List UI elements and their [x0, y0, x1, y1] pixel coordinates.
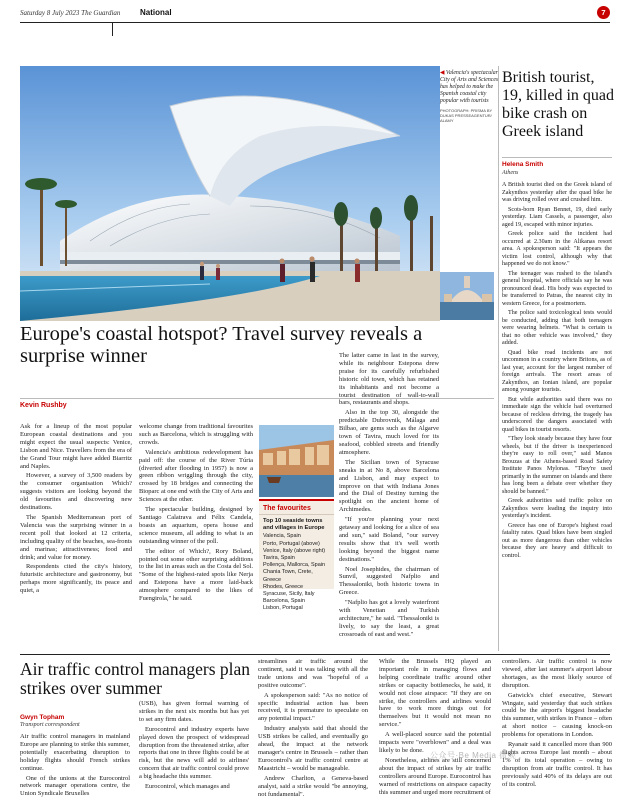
- list-item: Valencia, Spain: [263, 533, 301, 540]
- paragraph: The latter came in last in the survey, while its neighbour Estepona drew praise for its carefully refurbished historic old town, which has retained its inhabitants and not become a tourist destination of wall-to-wall bars, restaurants and shops.: [339, 352, 439, 407]
- porto-illustration: [259, 425, 334, 497]
- venice-photo: [440, 272, 494, 320]
- paragraph: While the Brussels HQ played an important role in managing flows and helping coordinate traffic around other strikes or capacity bottlenecks, he said, it would not close airspace: "If they are on strike, the controllers and airlines would have to work more things out for themselves but it would not mean no service.": [379, 658, 491, 729]
- paragraph: "They look steady because they have four wheels, but if the driver is inexperienced they're easy to roll over," said Manos Brouzas at the Athens-based Road Safety Institute Panos Mylonas. "They're used primarily in the summer on islands and there has long been a debate over whether they should be banned.": [502, 436, 612, 495]
- paragraph: The editor of Which?, Rory Boland, pointed out some other surprising additions to the list in areas such as the Costa del Sol. "Some of the highest-rated spots like Nerja and Estepona have a more laid-back atmosphere compared to the likes of Fuengirola," he said.: [139, 547, 253, 603]
- caption-arrow-icon: ◀: [440, 70, 445, 76]
- paragraph: Respondents cited the city's history, futuristic architecture and gastronomy, but perhaps more significantly, its peace and quiet, a: [20, 563, 132, 595]
- list-item: Barcelona, Spain: [263, 598, 305, 605]
- venice-illustration: [440, 272, 494, 320]
- paragraph: Greek authorities said traffic police on Zakynthos were leading the inquiry into yesterday's incident.: [502, 498, 612, 519]
- header-rule: [20, 22, 610, 23]
- valencia-photo: [20, 66, 494, 321]
- list-item: Rhodes, Greece: [263, 583, 304, 590]
- main-col-2: [139, 423, 253, 605]
- paragraph: Also in the top 30, alongside the predictable Dubrovnik, Málaga and Bilbao, are gems such as the Algarve town of Tavira, much loved for its seafood, cobbled streets and friendly atmosphere.: [339, 409, 439, 456]
- paragraph: welcome change from traditional favourites such as Barcelona, which is struggling with crowds.: [139, 423, 253, 446]
- page-header: [20, 6, 610, 20]
- bottom-col-5: [502, 658, 612, 788]
- paragraph: Nonetheless, airlines are still concerned about the impact of strikes by air traffic controllers around Europe. Eurocontrol has warned of restrictions on airspace capacity this summer and urged more recruitment of: [379, 756, 491, 796]
- right-byline-rule: [502, 157, 612, 158]
- caption-text: Valencia's spectacular City of Arts and Sciences has helped to make the Spanish coastal city popular with tourists: [440, 70, 499, 104]
- right-story-body: [502, 182, 612, 562]
- issue-date: Saturday 8 July 2023 The Guardian: [20, 9, 121, 17]
- paragraph: Ask for a lineup of the most popular European coastal destinations and you might expect the usual suspects: Venice, Lisbon and Nice. Travellers from the era of the Grand Tour might have added Biarritz and Naples.: [20, 423, 132, 470]
- paragraph: However, a survey of 3,500 readers by the consumer organisation Which? suggests visitors are looking beyond the old favourites and discovering new destinations.: [20, 472, 132, 512]
- paragraph: Valencia's ambitious redevelopment has paid off: the course of the River Túria (diverted after flooding in 1957) is now a green ribbon wriggling through the city, crossed by 18 bridges and connecting the Bioparc at one end with the City of Arts and Sciences at the other.: [139, 448, 253, 504]
- watermark: 公众号·Be Media 微观: [430, 751, 517, 760]
- right-headline: British tourist, 19, killed in quad bike crash on Greek island: [502, 69, 614, 140]
- paragraph: Andrew Charlton, a Geneva-based analyst, said a strike would "be annoying, not fundamental".: [258, 774, 368, 798]
- paragraph: "If you're planning your next getaway and looking for a slice of sea and sun," said Boland, "our survey results show that it's well worth looking beyond the biggest name destinations.": [339, 516, 439, 563]
- paragraph: But while authorities said there was no immediate sign the vehicle had overturned because of reckless driving, the tragedy has underscored the dangers associated with quad bikes in tourist resorts.: [502, 396, 612, 433]
- favourites-title: The favourites: [259, 501, 334, 515]
- list-item: Porto, Portugal (above): [263, 540, 320, 547]
- paragraph: The Spanish Mediterranean port of Valencia was the surprising winner in a recent poll that looked at 12 criteria, including quality of the beaches, sea-fronts and marinas; attractiveness; food and drink; and value for money.: [20, 513, 132, 561]
- bottom-role: Transport correspondent: [20, 722, 80, 728]
- list-item: Pollença, Mallorca, Spain: [263, 562, 326, 569]
- photo-caption: [440, 70, 500, 123]
- paragraph: Air traffic control managers in mainland Europe are planning to strike this summer, potentially exacerbating disruption to holiday flights should French strikes continue.: [20, 733, 130, 772]
- paragraph: Scots-born Ryan Bennet, 19, died early yesterday. Liam Cassels, a passenger, also aged 19, escaped with minor injuries.: [502, 206, 612, 228]
- bottom-story-rule: [20, 654, 610, 655]
- favourites-heading: Top 10 seaside towns and villages in Europe: [263, 518, 325, 532]
- paragraph: One of the unions at the Eurocontrol network manager operations centre, the Union Syndicale Bruxelles: [20, 774, 130, 798]
- paragraph: (USB), has given formal warning of strikes in the next six months but has yet to set any firm dates.: [139, 700, 249, 723]
- paragraph: The Sicilian town of Syracuse sneaks in at No 8, above Barcelona and Lisbon, and may expect to improve on that with Indiana Jones and the Dial of Destiny turning the spotlight on the ancient home of Archimedes.: [339, 458, 439, 514]
- photo-credit: PHOTOGRAPH: PRISMA BY DUKAS PRESSEAGENTUR/ ALAMY: [440, 108, 493, 123]
- paragraph: Greek police said the incident had occurred at 2.30am in the Alikanas resort area. A spokesperson said: "It appears the victim lost control, although why that happened we do not know.": [502, 231, 612, 267]
- paragraph: The teenager was rushed to the island's general hospital, where officials say he was pronounced dead. His body was expected to be transferred to Patras, the nearest city in western Greece, for a postmortem.: [502, 270, 612, 307]
- favourites-list: [259, 515, 334, 616]
- paragraph: A British tourist died on the Greek island of Zakynthos yesterday after the quad bike he was driving rolled over and crushed him.: [502, 182, 612, 203]
- bottom-headline: Air traffic control managers plan strikes over summer: [20, 659, 251, 698]
- paragraph: "Nafplio has got a lovely waterfront with Venetian and Turkish architecture," he said. "Thessaloniki is lively, to say the least, a great crossroads of east and west.": [339, 599, 439, 638]
- section-label: National: [140, 8, 172, 17]
- paragraph: The spectacular building, designed by Santiago Calatrava and Félix Candela, boasts an aquarium, opera house and science museum, all adding to what is an outstanding winner of the poll.: [139, 506, 253, 545]
- main-byline: Kevin Rushby: [20, 402, 67, 409]
- paragraph: Quad bike road incidents are not uncommon in a country where Britons, as of last year, account for the largest number of foreign arrivals. The resort areas of Zakynthos, an Ionian island, are popular among younger tourists.: [502, 349, 612, 393]
- porto-photo: [259, 425, 334, 497]
- list-item: Syracuse, Sicily, Italy: [263, 591, 315, 598]
- bottom-byline: Gwyn Topham: [20, 714, 65, 721]
- list-item: Lisbon, Portugal: [263, 605, 303, 612]
- bottom-col-2: [139, 700, 249, 791]
- favourites-box: [259, 499, 334, 612]
- right-byline: Helena Smith: [502, 161, 544, 168]
- paragraph: Eurocontrol and industry experts have played down the prospect of widespread disruption from the threatened strike, after reports that one in three flights could be at risk, but the news will add to airlines' concern that air traffic control could prove a big headache this summer.: [139, 725, 249, 781]
- paragraph: A well-placed source said the potential impacts were "overblown" and a deal was likely to be done.: [379, 731, 491, 754]
- paragraph: Eurocontrol, which manages and: [145, 783, 230, 791]
- main-col-1: [20, 423, 132, 597]
- paragraph: streamlines air traffic around the continent, said it was talking with all the trade unions and was "hopeful of a positive outcome".: [258, 658, 368, 689]
- paragraph: Noel Josephides, the chairman of Sunvil, suggested Nafplio and Thessaloniki, both historic towns in Greece.: [339, 565, 439, 597]
- bottom-col-3: [258, 658, 368, 798]
- list-item: Venice, Italy (above right): [263, 547, 326, 554]
- right-location: Athens: [502, 170, 519, 176]
- column-separator: [498, 66, 499, 651]
- bottom-col-1: [20, 733, 130, 798]
- paragraph: A spokesperson said: "As no notice of specific industrial action has been received, it is premature to speculate on any potential impact.": [258, 691, 368, 723]
- paragraph: Ryanair said it cancelled more than 900 flights across Europe last month – about 1% of its total operation – owing to disruption from air traffic control. It has previously said 40% of its delays are out of its control.: [502, 741, 612, 788]
- paragraph: Greece has one of Europe's highest road fatality rates. Quad bikes have been singled out as more dangerous than other vehicles because they are heavy and difficult to control.: [502, 522, 612, 559]
- paragraph: controllers. Air traffic control is now viewed, after last summer's airport labour shortages, as the most likely source of disruption.: [502, 658, 612, 689]
- paragraph: Industry analysts said that should the USB strikes be called, and eventually go ahead, the impact at the network manager's centre in Brussels – rather than Eurocontrol's air traffic control centre at Maastricht – would be manageable.: [258, 725, 368, 772]
- list-item: Tavira, Spain: [263, 555, 295, 562]
- header-divider: [112, 22, 113, 36]
- main-col-3: [339, 352, 439, 641]
- paragraph: Gatwick's chief executive, Stewart Wingate, said yesterday that such strikes could be the airport's biggest headache this summer, with strikes in France – often at short notice – causing knock-on problems for operations in London.: [502, 691, 612, 739]
- city-of-arts-illustration: [20, 66, 440, 321]
- list-item: Chania Town, Crete, Greece: [263, 569, 313, 583]
- main-headline: Europe's coastal hotspot? Travel survey reveals a surprise winner: [20, 323, 423, 367]
- page-number-badge: 7: [597, 6, 610, 19]
- paragraph: The police said toxicological tests would be conducted, adding that both teenagers were wearing helmets. "What is certain is that no other vehicle was involved," they added.: [502, 310, 612, 346]
